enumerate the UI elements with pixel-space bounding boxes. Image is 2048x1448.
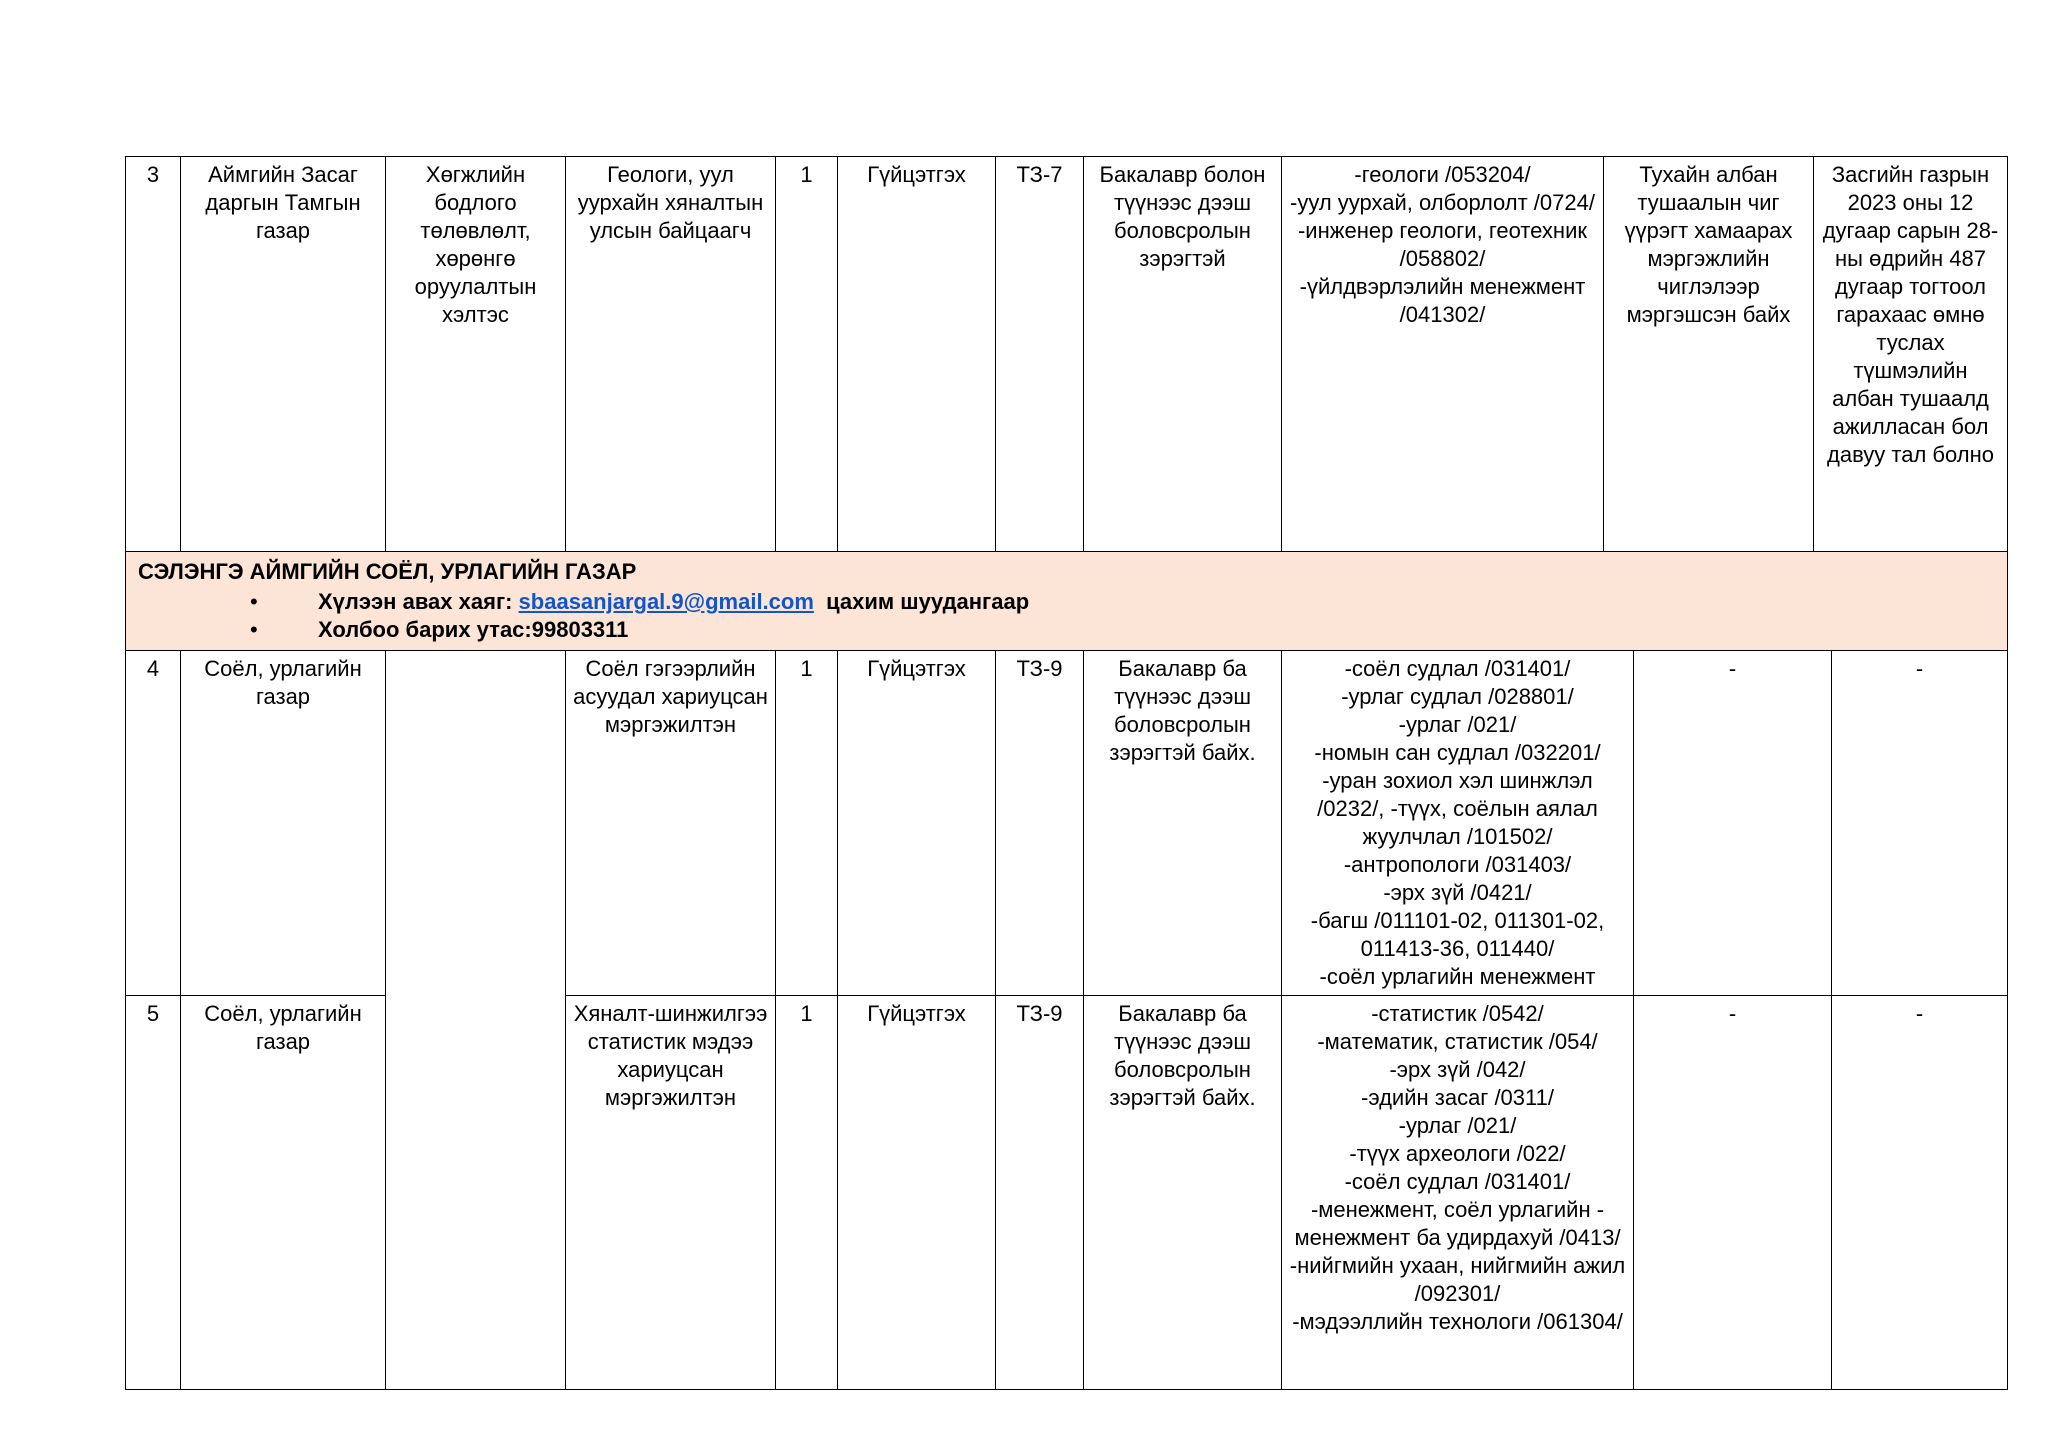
position-cell: Геологи, уул уурхайн хяналтын улсын байцаагч (566, 157, 776, 552)
grade-cell: ТЗ-9 (996, 651, 1084, 996)
type-cell: Гүйцэтгэх (838, 996, 996, 1390)
row-number: 4 (126, 651, 181, 996)
table-row (126, 157, 2008, 552)
grade-cell: ТЗ-7 (996, 157, 1084, 552)
experience-cell: - (1634, 651, 1832, 996)
grade-cell: ТЗ-9 (996, 996, 1084, 1390)
table-row (126, 651, 2008, 996)
organization-cell: Соёл, урлагийн газар (181, 651, 386, 996)
notes-cell: - (1832, 996, 2008, 1390)
position-cell: Хяналт-шинжилгээ статистик мэдээ хариуцсан мэргэжилтэн (566, 996, 776, 1390)
specialty-cell: -соёл судлал /031401/ -урлаг судлал /028801/ -урлаг /021/ -номын сан судлал /032201/ -уран зохиол хэл шинжлэл /0232/, -түүх, соёлын аялал жуулчлал /101502/ -антропологи /031403/ -эрх зүй /0421/ -багш /011101-02, 011301-02, 011413-36, 011440/ -соёл урлагийн менежмент (1282, 651, 1634, 996)
department-cell (386, 651, 566, 1390)
education-cell: Бакалавр ба түүнээс дээш боловсролын зэрэгтэй байх. (1084, 996, 1282, 1390)
row-number: 5 (126, 996, 181, 1390)
contact-list (138, 588, 1995, 644)
count-cell: 1 (776, 157, 838, 552)
position-cell: Соёл гэгээрлийн асуудал хариуцсан мэргэжилтэн (566, 651, 776, 996)
specialty-cell: -геологи /053204/ -уул уурхай, олборлолт /0724/ -инженер геологи, геотехник /058802/ -үйлдвэрлэлийн менежмент /041302/ (1282, 157, 1604, 552)
positions-table (125, 156, 2008, 651)
type-cell: Гүйцэтгэх (838, 651, 996, 996)
section-title: СЭЛЭНГЭ АЙМГИЙН СОЁЛ, УРЛАГИЙН ГАЗАР (138, 559, 637, 584)
contact-phone-item (318, 616, 1995, 644)
notes-cell: Засгийн газрын 2023 оны 12 дугаар сарын 28-ны өдрийн 487 дугаар тогтоол гарахаас өмнө туслах түшмэлийн албан тушаалд ажилласан бол давуу тал болно (1814, 157, 2008, 552)
section-band (126, 552, 2008, 651)
specialty-cell: -статистик /0542/ -математик, статистик /054/ -эрх зүй /042/ -эдийн засаг /0311/ -урлаг /021/ -түүх археологи /022/ -соёл судлал /031401/ -менежмент, соёл урлагийн - менежмент ба удирдахуй /0413/ -нийгмийн ухаан, нийгмийн ажил /092301/ -мэдээллийн технологи /061304/ (1282, 996, 1634, 1390)
row-number: 3 (126, 157, 181, 552)
email-label: Хүлээн авах хаяг: (318, 589, 519, 614)
section-band-cell (126, 552, 2008, 651)
experience-cell: - (1634, 996, 1832, 1390)
phone-text: Холбоо барих утас:99803311 (318, 617, 629, 642)
count-cell: 1 (776, 996, 838, 1390)
notes-cell: - (1832, 651, 2008, 996)
email-suffix: цахим шуудангаар (813, 589, 1030, 614)
experience-cell: Тухайн албан тушаалын чиг үүрэгт хамаарах мэргэжлийн чиглэлээр мэргэшсэн байх (1604, 157, 1814, 552)
document-page (125, 156, 2007, 1390)
organization-cell: Соёл, урлагийн газар (181, 996, 386, 1390)
education-cell: Бакалавр ба түүнээс дээш боловсролын зэрэгтэй байх. (1084, 651, 1282, 996)
contact-email-item (318, 588, 1995, 616)
count-cell: 1 (776, 651, 838, 996)
education-cell: Бакалавр болон түүнээс дээш боловсролын зэрэгтэй (1084, 157, 1282, 552)
positions-table-culture (125, 650, 2008, 1390)
department-cell: Хөгжлийн бодлого төлөвлөлт, хөрөнгө оруулалтын хэлтэс (386, 157, 566, 552)
type-cell: Гүйцэтгэх (838, 157, 996, 552)
email-link[interactable]: sbaasanjargal.9@gmail.com (518, 589, 814, 614)
organization-cell: Аймгийн Засаг даргын Тамгын газар (181, 157, 386, 552)
